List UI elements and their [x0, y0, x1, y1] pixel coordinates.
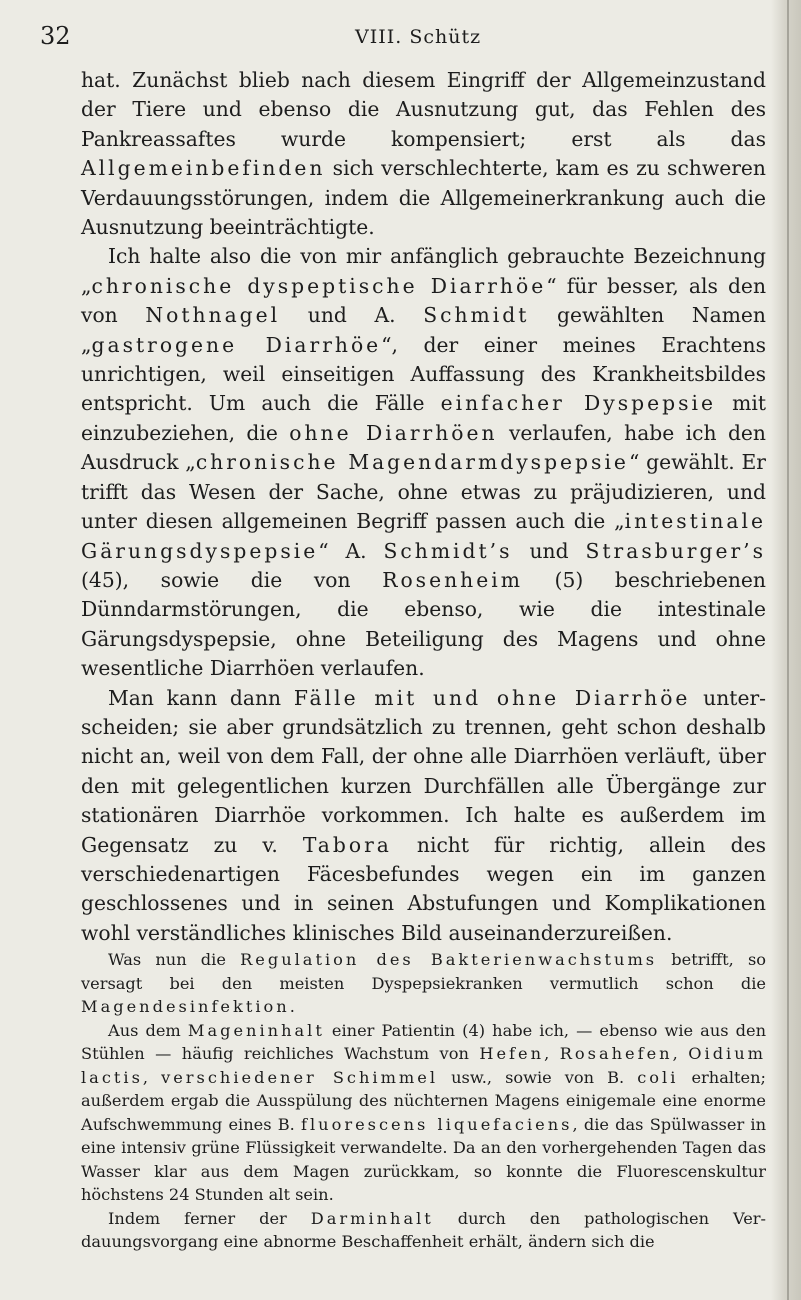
small-print-paragraph [81, 1207, 766, 1254]
text-run: Ich halte also die von mir anfänglich gebrauchte Bezeichnung „ [81, 244, 766, 298]
text-run: , [544, 1044, 560, 1064]
emphasized-text: ohne Diarrhöen [289, 420, 498, 445]
text-run: hat. Zunächst blieb nach diesem Eingriff der Allgemeinzustand der Tiere und ebenso die Ausnutzung gut, das Fehlen des Pankreassaftes wurde kompensiert; erst als das [81, 68, 766, 151]
paragraph [81, 684, 766, 949]
paragraph [81, 66, 766, 242]
emphasized-text: Nothnagel [145, 303, 281, 328]
text-run: “ gewählt. Er trifft das Wesen der Sache, ohne etwas zu präjudizieren, und unter diesen allgemeinen Begriff passen auch die „ [81, 450, 766, 534]
text-run: nicht für richtig, allein des verschiedenartigen Fäcesbefundes wegen ein im ganzen geschlossenes und in seinen Abstufungen und Komplikationen wohl verständliches klinisches Bild auseinanderzureißen. [81, 832, 766, 945]
paragraph-text [81, 1019, 766, 1207]
emphasized-text: Magendesinfektion [81, 997, 290, 1017]
emphasized-text: Oidium lactis [81, 1044, 767, 1087]
emphasized-text: intestinale Gärungsdyspepsie [81, 509, 766, 563]
emphasized-text: Schmidt [423, 303, 530, 328]
text-run: , [142, 1067, 162, 1087]
small-print-paragraph [81, 948, 766, 1019]
emphasized-text: Hefen [479, 1044, 545, 1064]
gutter-edge [787, 0, 789, 1300]
text-run: usw., sowie von B. [438, 1067, 638, 1087]
text-run: (45), sowie die von [81, 567, 383, 592]
small-print-paragraph [81, 1019, 766, 1207]
text-run: unterscheiden; sie aber grundsätzlich zu trennen, geht schon deshalb nicht an, weil von dem Fall, der ohne alle Diarrhöen verläuft, über den mit gelegentlichen kurzen Durchfällen alle Übergänge zur stationären Diarrhöe vorkommen. Ich halte es außerdem im Gegensatz zu v. [81, 685, 766, 857]
page-header [0, 16, 801, 56]
text-run: mit einzubeziehen, die [81, 391, 766, 445]
emphasized-text: Schmidt’s [383, 538, 513, 563]
emphasized-text: gastrogene Diarrhöe [91, 332, 382, 357]
text-run: und [512, 538, 586, 563]
text-run: verlaufen, habe ich den Ausdruck „ [81, 420, 766, 475]
emphasized-text: chronische dyspeptische Diarrhöe [91, 273, 547, 298]
emphasized-text: Tabora [302, 832, 392, 857]
emphasized-text: Mageninhalt [187, 1020, 325, 1040]
emphasized-text: Strasburger’s [585, 538, 766, 563]
text-run: “, der einer meines Erachtens unrichtigen, weil einseitigen Auffassung des Krankheitsbildes entspricht. Um auch die Fälle [81, 332, 766, 416]
emphasized-text: Darminhalt [310, 1208, 434, 1228]
paragraph-text [81, 66, 766, 242]
text-run: , [672, 1044, 689, 1064]
text-run: gewählten Namen „ [81, 303, 766, 357]
paragraph-text [81, 948, 766, 1019]
paragraph-text [81, 1207, 766, 1254]
text-run: “ A. [318, 538, 384, 563]
text-run: sich verschlechterte, kam es zu schweren Verdauungsstörungen, indem die Allgemeinerkrankung auch die Ausnutzung beeinträchtigte. [81, 156, 766, 240]
emphasized-text: coli [637, 1067, 679, 1087]
page-number: 32 [40, 22, 71, 50]
text-run: erhalten; außerdem ergab die Ausspülung des nüchternen Magens einigemale eine enorme Aufschwemmung eines B. [81, 1067, 766, 1134]
text-run: “ für besser, als den von [81, 273, 767, 328]
text-run: und A. [280, 303, 424, 328]
emphasized-text: fluorescens liquefaciens [301, 1114, 573, 1134]
emphasized-text: Regulation des Bakterienwachstums [240, 950, 658, 970]
paragraph-text [81, 684, 766, 949]
emphasized-text: Fälle mit und ohne Diarrhöe [293, 685, 691, 710]
page-gutter [771, 0, 801, 1300]
paragraph [81, 242, 766, 683]
paragraph-text [81, 242, 766, 683]
emphasized-text: Rosenheim [382, 567, 523, 592]
text-run: Man kann dann [108, 685, 294, 710]
body-text [81, 66, 766, 1254]
text-run: einer Patientin (4) habe ich, — ebenso wie aus den Stühlen — häufig reichliches Wachstum von [81, 1020, 766, 1064]
text-run: Aus dem [108, 1020, 188, 1040]
emphasized-text: Allgemeinbefinden [81, 156, 326, 181]
text-run: durch den pathologischen Verdauungsvorgang eine abnorme Beschaffenheit erhält, ändern sich die [81, 1208, 766, 1252]
emphasized-text: chronische Magendarmdyspepsie [195, 450, 629, 475]
emphasized-text: Rosahefen [559, 1044, 673, 1064]
text-run: betrifft, so versagt bei den meisten Dyspepsiekranken vermutlich schon die [81, 950, 767, 993]
text-run: . [289, 997, 295, 1017]
text-run: (5) beschriebenen Dünndarmstörungen, die ebenso, wie die intestinale Gärungsdyspepsie, ohne Beteiligung des Magens und ohne wesentliche Diarrhöen verlaufen. [81, 567, 766, 681]
text-run: Indem ferner der [108, 1208, 311, 1228]
text-run: , die das Spülwasser in eine intensiv grüne Flüssigkeit verwandelte. Da an den vorhergehenden Tagen das Wasser klar aus dem Magen zurückkam, so konnte die Fluorescenskultur höchstens 24 Stunden alt sein. [81, 1114, 766, 1205]
text-run: Was nun die [108, 950, 241, 970]
emphasized-text: verschiedener Schimmel [161, 1067, 439, 1087]
emphasized-text: einfacher Dyspepsie [440, 391, 716, 416]
running-head: VIII. Schütz [355, 26, 482, 48]
